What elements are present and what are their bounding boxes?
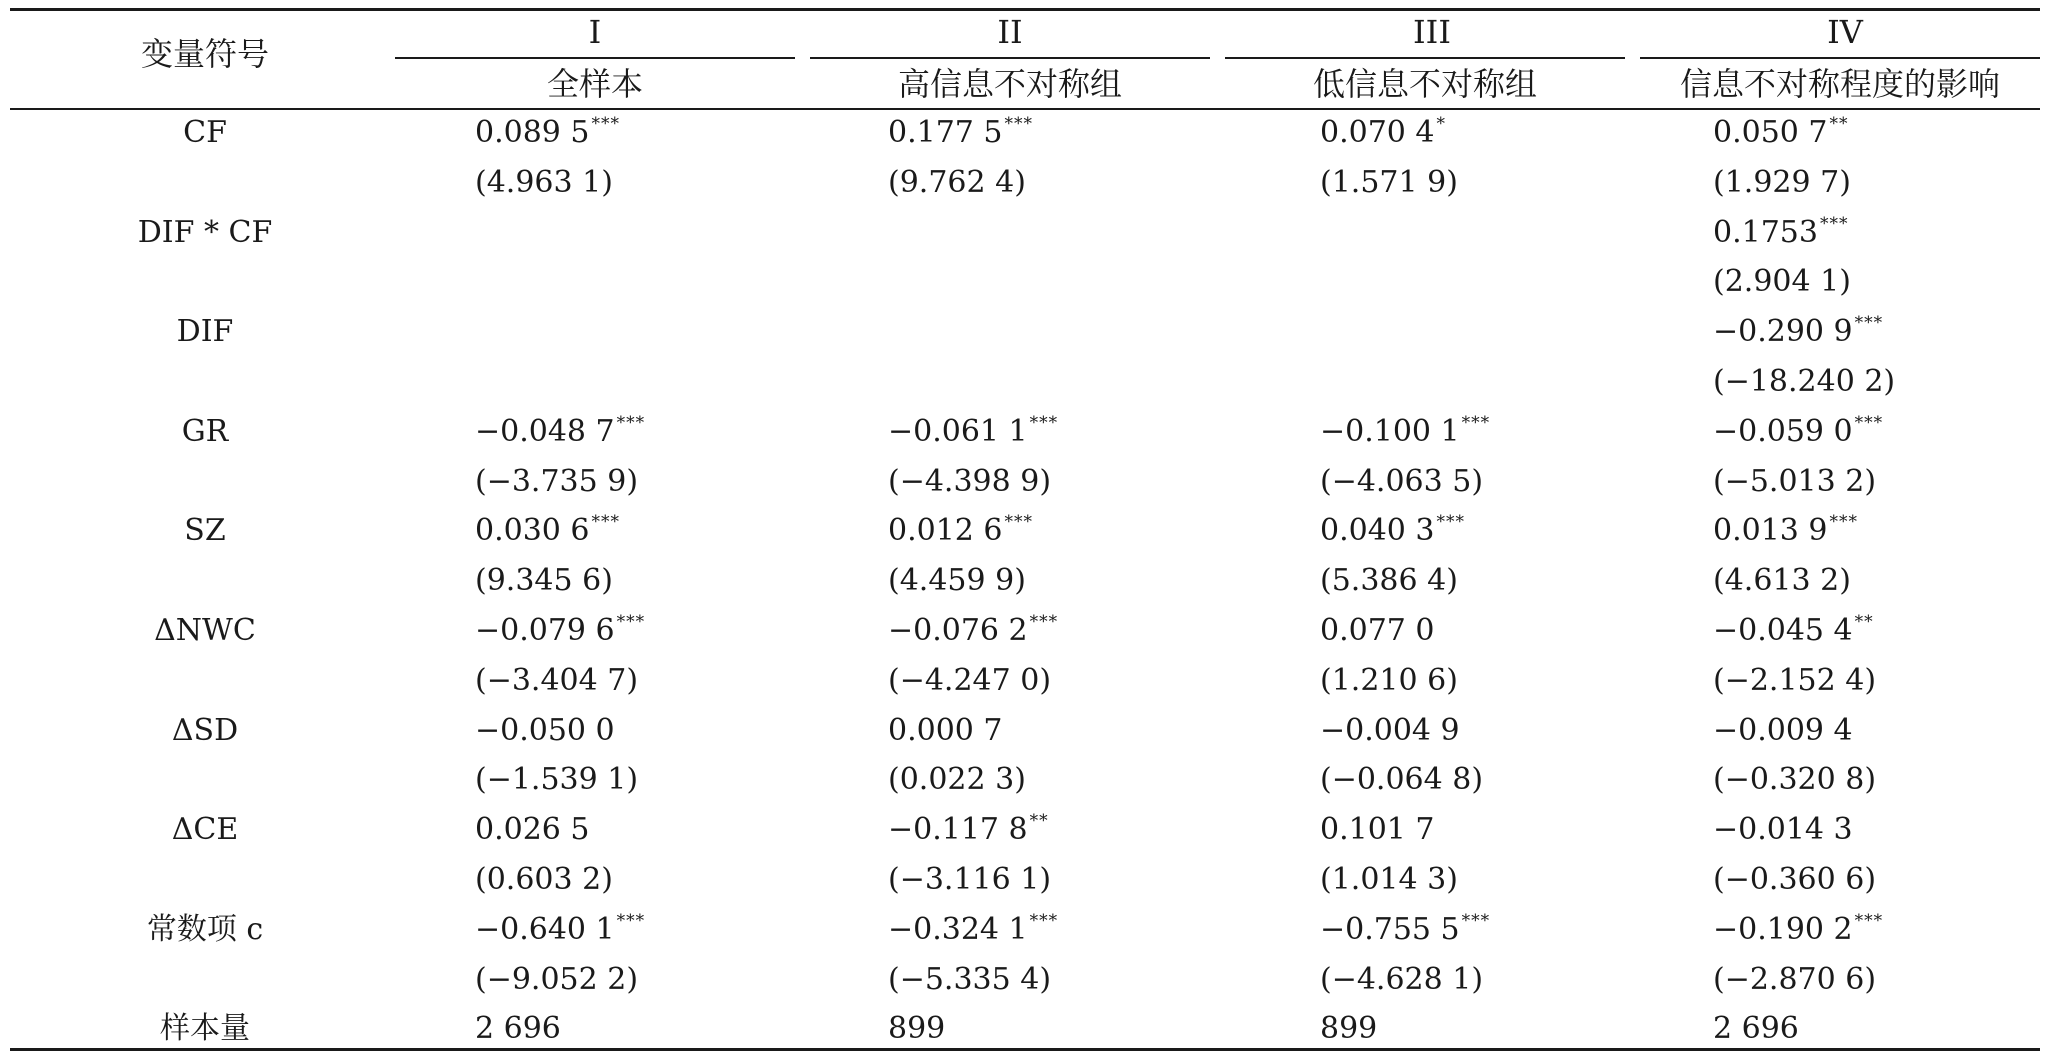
table-cell: −0.014 3 bbox=[1713, 812, 1853, 848]
variable-symbol-header: 变量符号 bbox=[140, 35, 270, 73]
table-cell: (9.762 4) bbox=[888, 164, 1026, 200]
column-rule-4 bbox=[1640, 57, 2040, 59]
table-cell: (−9.052 2) bbox=[475, 961, 639, 997]
table-cell: −0.100 1 *** bbox=[1320, 412, 1491, 449]
column-subheader-4: 信息不对称程度的影响 bbox=[1679, 65, 2001, 103]
row-label: ΔCE bbox=[171, 812, 239, 848]
table-cell: (−3.404 7) bbox=[475, 662, 639, 698]
column-roman-3: III bbox=[1413, 13, 1451, 51]
column-rule-3 bbox=[1225, 57, 1625, 59]
table-cell: (−4.398 9) bbox=[888, 463, 1052, 499]
column-subheader-3: 低信息不对称组 bbox=[1312, 65, 1538, 103]
table-cell: (9.345 6) bbox=[475, 563, 613, 599]
table-cell: (−18.240 2) bbox=[1713, 364, 1896, 399]
table-cell: 0.070 4 * bbox=[1320, 114, 1447, 150]
column-roman-2: II bbox=[997, 13, 1023, 51]
row-label: 常数项 c bbox=[146, 911, 264, 947]
bottom-rule bbox=[10, 1048, 2040, 1051]
table-cell: (−0.320 8) bbox=[1713, 762, 1877, 798]
row-label: 样本量 bbox=[160, 1011, 250, 1047]
table-cell: (−4.247 0) bbox=[888, 662, 1052, 698]
table-cell: 2 696 bbox=[475, 1011, 561, 1047]
row-label: ΔSD bbox=[171, 712, 239, 748]
table-cell: −0.050 0 bbox=[475, 712, 615, 748]
table-cell: (1.571 9) bbox=[1320, 164, 1458, 200]
table-cell: 2 696 bbox=[1713, 1011, 1799, 1047]
row-label: SZ bbox=[184, 513, 226, 549]
row-label: ΔNWC bbox=[154, 613, 256, 648]
column-roman-1: I bbox=[588, 13, 602, 51]
table-cell: −0.324 1 *** bbox=[888, 910, 1059, 947]
table-cell: (4.459 9) bbox=[888, 563, 1026, 599]
table-cell: (4.963 1) bbox=[475, 164, 613, 200]
table-cell: −0.045 4 ** bbox=[1713, 612, 1874, 648]
table-cell: (−5.335 4) bbox=[888, 961, 1052, 997]
row-label: CF bbox=[183, 115, 227, 150]
table-cell: −0.004 9 bbox=[1320, 712, 1460, 748]
table-cell: (−3.735 9) bbox=[475, 463, 639, 499]
table-cell: −0.079 6 *** bbox=[475, 612, 646, 648]
table-cell: (−4.628 1) bbox=[1320, 961, 1484, 997]
table-cell: (1.210 6) bbox=[1320, 662, 1458, 698]
table-cell: (−1.539 1) bbox=[475, 762, 639, 798]
table-cell: 0.040 3 *** bbox=[1320, 512, 1466, 549]
table-cell: −0.076 2 *** bbox=[888, 612, 1059, 648]
table-cell: 899 bbox=[888, 1011, 946, 1047]
table-cell: 899 bbox=[1320, 1011, 1378, 1047]
column-rule-1 bbox=[395, 57, 795, 59]
table-cell: 0.030 6 *** bbox=[475, 512, 621, 549]
table-cell: −0.190 2 *** bbox=[1713, 910, 1884, 947]
top-rule bbox=[10, 8, 2040, 11]
table-cell: (−2.152 4) bbox=[1713, 662, 1877, 698]
table-cell: −0.061 1 *** bbox=[888, 412, 1059, 449]
table-cell: 0.000 7 bbox=[888, 712, 1003, 748]
table-cell: −0.640 1 *** bbox=[475, 910, 646, 947]
table-cell: (4.613 2) bbox=[1713, 563, 1851, 599]
table-cell: −0.009 4 bbox=[1713, 712, 1853, 748]
table-cell: −0.755 5 *** bbox=[1320, 910, 1491, 947]
table-cell: −0.059 0 *** bbox=[1713, 412, 1884, 449]
table-cell: (−0.360 6) bbox=[1713, 862, 1877, 897]
header-rule bbox=[10, 108, 2040, 110]
column-rule-2 bbox=[810, 57, 1210, 59]
row-label: GR bbox=[181, 413, 229, 449]
table-cell: (1.929 7) bbox=[1713, 164, 1851, 200]
table-cell: 0.101 7 bbox=[1320, 812, 1435, 848]
row-label: DIF bbox=[176, 314, 234, 350]
table-cell: (1.014 3) bbox=[1320, 862, 1458, 897]
table-cell: (−0.064 8) bbox=[1320, 762, 1484, 798]
table-cell: (−2.870 6) bbox=[1713, 961, 1877, 997]
column-roman-4: IV bbox=[1827, 13, 1863, 51]
table-cell: (−3.116 1) bbox=[888, 862, 1052, 897]
table-cell: (5.386 4) bbox=[1320, 563, 1458, 599]
table-cell: 0.177 5 *** bbox=[888, 114, 1034, 150]
table-cell: 0.089 5 *** bbox=[475, 114, 621, 150]
table-cell: (0.603 2) bbox=[475, 862, 613, 897]
table-cell: (−4.063 5) bbox=[1320, 463, 1484, 499]
table-cell: (2.904 1) bbox=[1713, 264, 1851, 300]
table-cell: 0.077 0 bbox=[1320, 613, 1435, 648]
column-subheader-2: 高信息不对称组 bbox=[897, 65, 1123, 103]
row-label: DIF * CF bbox=[137, 214, 273, 250]
table-cell: 0.1753 *** bbox=[1713, 213, 1849, 250]
table-cell: −0.117 8 ** bbox=[888, 811, 1049, 848]
table-cell: 0.012 6 *** bbox=[888, 512, 1034, 549]
table-cell: (−5.013 2) bbox=[1713, 463, 1877, 499]
table-cell: 0.013 9 *** bbox=[1713, 512, 1859, 549]
column-subheader-1: 全样本 bbox=[546, 65, 644, 103]
table-cell: −0.290 9 *** bbox=[1713, 313, 1884, 350]
table-cell: 0.050 7 ** bbox=[1713, 114, 1849, 150]
table-cell: (0.022 3) bbox=[888, 762, 1026, 798]
table-cell: −0.048 7 *** bbox=[475, 412, 646, 449]
table-cell: 0.026 5 bbox=[475, 812, 590, 848]
